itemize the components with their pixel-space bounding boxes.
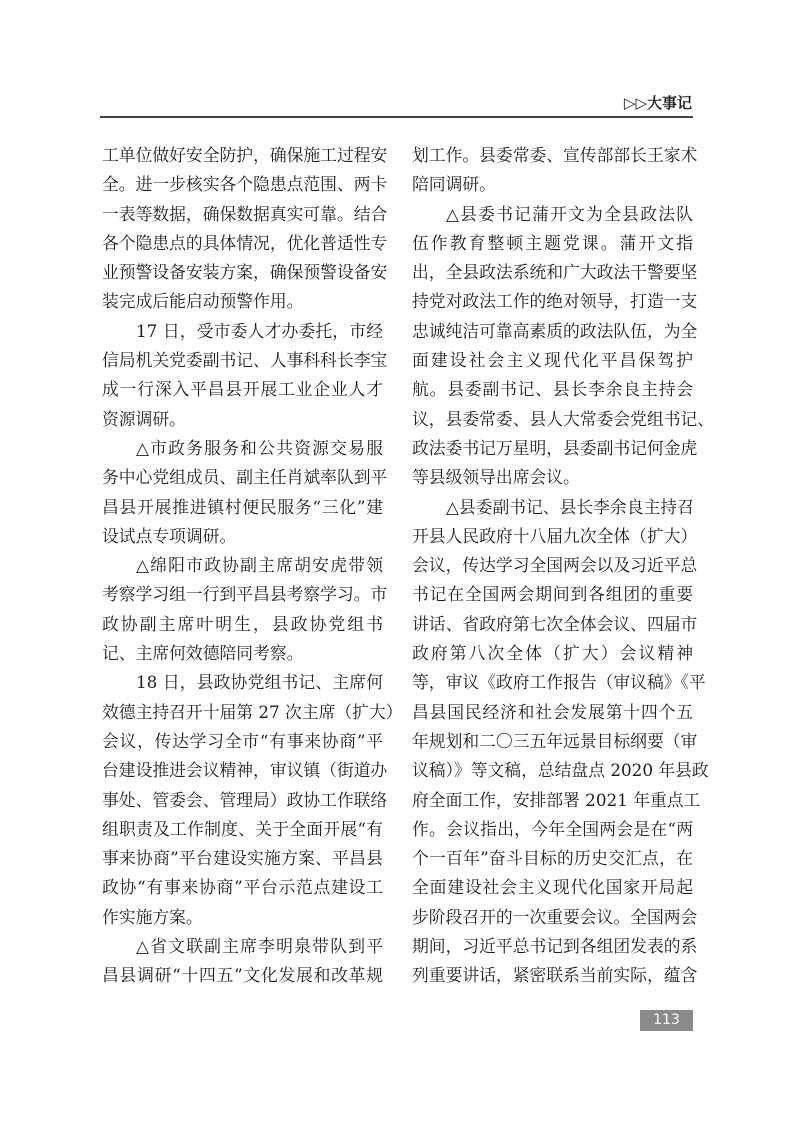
text-line: 航。县委副书记、县长李余良主持会 <box>412 379 693 400</box>
text-line: 会议，传达学习全国两会以及习近平总 <box>412 555 698 576</box>
text-line: 组职责及工作制度、关于全面开展“有 <box>102 818 383 839</box>
text-line: 书记在全国两会期间到各组团的重要 <box>412 584 693 605</box>
text-line: 议，县委常委、县人大常委会党组书记、 <box>412 408 715 429</box>
text-line: 务中心党组成员、副主任肖斌率队到平 <box>102 467 388 488</box>
text-line: 开县人民政府十八届九次全体（扩大） <box>412 525 698 546</box>
paragraph <box>102 317 388 434</box>
text-line: 台建设推进会议精神，审议镇（街道办 <box>102 760 388 781</box>
text-line: 资源调研。 <box>102 408 186 429</box>
text-line: 昌县国民经济和社会发展第十四个五 <box>412 701 693 722</box>
text-line: 面建设社会主义现代化平昌保驾护 <box>412 350 693 371</box>
paragraph <box>412 141 698 200</box>
text-line: 信局机关党委副书记、人事科科长李宝 <box>102 350 388 371</box>
paragraph <box>102 141 388 317</box>
text-line: 效德主持召开十届第 27 次主席（扩大） <box>102 701 403 722</box>
text-line: △县委副书记、县长李余良主持召 <box>446 496 694 517</box>
text-line: 事来协商”平台建设实施方案、平昌县 <box>102 848 383 869</box>
text-line: 忠诚纯洁可靠高素质的政法队伍，为全 <box>412 320 698 341</box>
text-line: 列重要讲话，紧密联系当前实际，蕴含 <box>412 965 698 986</box>
text-line: 设试点专项调研。 <box>102 525 237 546</box>
text-line: 昌县调研“十四五”文化发展和改革规 <box>102 965 383 986</box>
paragraph <box>102 932 383 991</box>
text-line: 装完成后能启动预警作用。 <box>102 291 304 312</box>
text-line: 18 日，县政协党组书记、主席何 <box>136 672 383 693</box>
paragraph <box>412 493 709 991</box>
text-line: 议稿）》等文稿，总结盘点 2020 年县政 <box>412 760 709 781</box>
paragraph <box>102 434 388 551</box>
text-line: 个一百年”奋斗目标的历史交汇点，在 <box>412 848 693 869</box>
text-line: 全。进一步核实各个隐患点范围、两卡 <box>102 174 388 195</box>
text-line: 一表等数据，确保数据真实可靠。结合 <box>102 203 388 224</box>
text-line: 考察学习组一行到平昌县考察学习。市 <box>102 584 388 605</box>
header-rule <box>100 116 693 118</box>
text-line: 会议，传达学习全市“有事来协商”平 <box>102 730 383 751</box>
text-line: 全面建设社会主义现代化国家开局起 <box>412 877 693 898</box>
text-line: △县委书记蒲开文为全县政法队 <box>446 203 693 224</box>
paragraph <box>412 200 715 493</box>
text-line: 各个隐患点的具体情况，优化普适性专 <box>102 232 388 253</box>
text-line: △市政务服务和公共资源交易服 <box>136 437 383 458</box>
text-line: 政协“有事来协商”平台示范点建设工 <box>102 877 383 898</box>
text-line: 等县级领导出席会议。 <box>412 467 580 488</box>
paragraph <box>102 551 388 668</box>
text-line: 划工作。县委常委、宣传部部长王家术 <box>412 145 698 165</box>
text-line: 记、主席何效德陪同考察。 <box>102 643 304 664</box>
text-line: 讲话、省政府第七次全体会议、四届市 <box>412 613 698 634</box>
text-line: 年规划和二〇三五年远景目标纲要（审 <box>412 730 698 751</box>
text-line: 府全面工作，安排部署 2021 年重点工 <box>412 789 701 810</box>
text-line: 政法委书记万星明，县委副书记何金虎 <box>412 437 698 458</box>
text-line: 伍作教育整顿主题党课。蒲开文指 <box>412 232 693 253</box>
left-column <box>102 141 403 991</box>
text-line: 期间，习近平总书记到各组团发表的系 <box>412 936 698 957</box>
text-line: 政协副主席叶明生，县政协党组书 <box>102 613 383 634</box>
text-line: 昌县开展推进镇村便民服务“三化”建 <box>102 496 383 517</box>
paragraph <box>102 668 403 932</box>
text-line: 陪同调研。 <box>412 174 496 195</box>
text-line: 政府第八次全体（扩大）会议精神 <box>412 643 693 664</box>
text-line: 成一行深入平昌县开展工业企业人才 <box>102 379 383 400</box>
text-line: 作。会议指出，今年全国两会是在“两 <box>412 818 693 839</box>
text-line: 步阶段召开的一次重要会议。全国两会 <box>412 906 698 927</box>
text-line: 作实施方案。 <box>102 906 203 927</box>
page-number: 113 <box>640 1010 693 1031</box>
text-line: 工单位做好安全防护，确保施工过程安 <box>102 145 388 165</box>
text-line: 17 日，受市委人才办委托，市经 <box>136 320 383 341</box>
text-line: △省文联副主席李明泉带队到平 <box>136 936 383 957</box>
text-line: △绵阳市政协副主席胡安虎带领 <box>136 555 383 576</box>
text-line: 事处、管委会、管理局）政协工作联络 <box>102 789 388 810</box>
text-line: 等，审议《政府工作报告（审议稿》《平 <box>412 672 706 693</box>
text-line: 出，全县政法系统和广大政法干警要坚 <box>412 262 698 283</box>
right-column <box>412 141 715 991</box>
text-line: 业预警设备安装方案，确保预警设备安 <box>102 262 388 283</box>
text-line: 持党对政法工作的绝对领导，打造一支 <box>412 291 698 312</box>
running-header-section-title: ▷▷大事记 <box>623 94 692 112</box>
